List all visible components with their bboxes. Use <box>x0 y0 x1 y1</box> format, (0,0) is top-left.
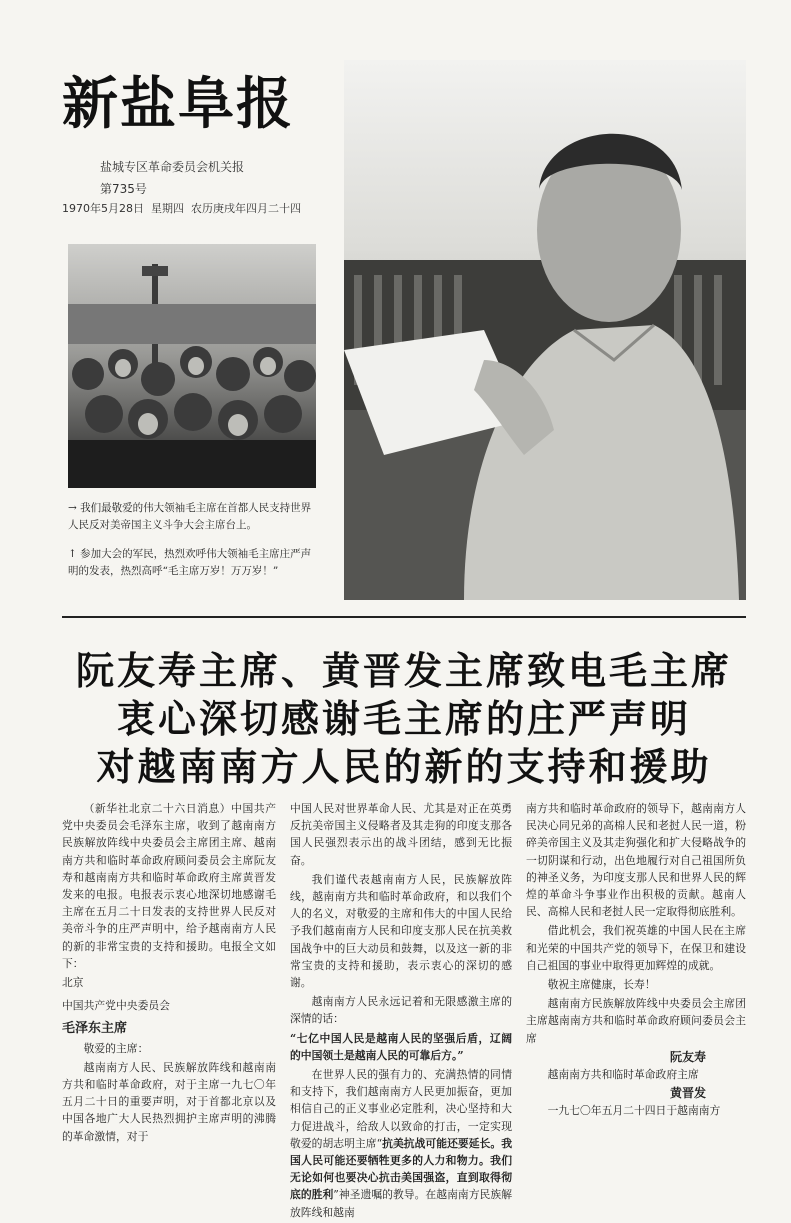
article-paragraph: （新华社北京二十六日消息）中国共产党中央委员会毛泽东主席，收到了越南南方民族解放阵线中央委员会主席团主席、越南南方共和临时革命政府顾问委员会主席阮友寿和越南南方共和临时革命政府主席黄晋发发来的电报。电报表示衷心地深切地感谢毛主席在五月二十日发表的支持世界人民反对美帝斗争的庄严声明中，给予越南南方人民的新的非常宝贵的支持和援助。电报全文如下： <box>62 802 276 970</box>
article-quote-inline: 抗美抗战可能还要延长。我国人民可能还要牺牲更多的人力和物力。我们无论如何也要决心抗击美国强盗，直到取得彻底的胜利 <box>290 1136 512 1202</box>
signatory-title-1: 越南南方民族解放阵线中央委员会主席团主席越南南方共和临时革命政府顾问委员会主席 <box>526 997 746 1045</box>
headline-line-3: 对越南南方人民的新的支持和援助 <box>96 744 712 789</box>
portrait-photo <box>344 60 746 600</box>
article-paragraph: 我们谨代表越南南方人民，民族解放阵线，越南南方共和临时革命政府，和以我们个人的名义，对敬爱的主席和伟大的中国人民给予我们越南南方人民和印度支那人民在抗美救国战争中的巨大动员和鼓舞，以及这一新的非常宝贵的支持和援助，表示衷心的深切的感谢。 <box>290 872 512 990</box>
date-line <box>62 200 301 216</box>
telegram-date: 一九七〇年五月二十四日于越南南方 <box>547 1104 721 1118</box>
date: 1970年5月28日 <box>62 202 144 215</box>
photo-caption-2: ↑ 参加大会的军民，热烈欢呼伟大领袖毛主席庄严声明的发表，热烈高呼“毛主席万岁！万万岁！” <box>68 548 312 577</box>
article-paragraph: 中国人民对世界革命人民、尤其是对正在英勇反抗美帝国主义侵略者及其走狗的印度支那各国人民强烈表示出的战斗团结，感到无比振奋。 <box>290 802 512 867</box>
headline-line-2: 衷心深切感谢毛主席的庄严声明 <box>116 696 691 741</box>
article-text: ”神圣遗嘱的教导。在越南南方民族解放阵线和越南 <box>290 1188 512 1219</box>
article-column-3 <box>526 800 746 1122</box>
article-text: 在世界人民的强有力的、充满热情的同情和支持下，我们越南南方人民更加振奋，更加相信自己的正义事业必定胜利，决心坚持和大力促进战斗，给敌人以致命的打击，一定实现敬爱的胡志明主席“ <box>290 1068 512 1150</box>
publisher-line: 盐城专区革命委员会机关报 <box>100 160 245 174</box>
article-paragraph <box>290 1066 512 1221</box>
headline-line-1: 阮友寿主席、黄晋发主席致电毛主席 <box>75 648 732 693</box>
crowd-photo-image <box>68 244 316 488</box>
portrait-photo-image <box>344 60 746 600</box>
issue-number: 第735号 <box>100 182 147 196</box>
article-addressee: 中国共产党中央委员会 <box>62 999 170 1013</box>
article-paragraph: 敬祝主席健康，长寿！ <box>547 978 656 992</box>
signatory-title-2: 越南南方共和临时革命政府主席 <box>547 1068 699 1082</box>
masthead-title: 新盐阜报 <box>62 72 294 137</box>
photo-caption-1: → 我们最敬爱的伟大领袖毛主席在首都人民支持世界人民反对美帝国主义斗争大会主席台上。 <box>68 502 312 531</box>
article-location: 北京 <box>62 976 84 990</box>
article-quote: “七亿中国人民是越南人民的坚强后盾，辽阔的中国领土是越南人民的可靠后方。” <box>290 1031 512 1062</box>
signatory-name-1: 阮友寿 <box>669 1049 706 1064</box>
article-paragraph: 越南南方人民、民族解放阵线和越南南方共和临时革命政府，对于主席一九七〇年五月二十日的重要声明，对于首都北京以及中国各地广大人民热烈拥护主席声明的沸腾的革命激情，对于 <box>62 1060 276 1143</box>
crowd-photo <box>68 244 316 488</box>
signatory-name-2: 黄晋发 <box>669 1086 706 1101</box>
weekday: 星期四 <box>151 202 184 215</box>
article-greeting: 敬爱的主席： <box>83 1041 149 1055</box>
article-column-1 <box>62 800 276 1147</box>
article-column-2 <box>290 800 512 1223</box>
article-recipient: 毛泽东主席 <box>62 1021 128 1037</box>
article-paragraph: 越南南方人民永远记着和无限感激主席的深情的话： <box>290 995 512 1026</box>
article-paragraph: 南方共和临时革命政府的领导下，越南南方人民决心同兄弟的高棉人民和老挝人民一道，粉碎美帝国主义及其走狗强化和扩大侵略战争的一切阴谋和行动，出色地履行对自己祖国所负的神圣义务，为印度支那人民和世界人民的辉煌的革命斗争事业作出积极的贡献。越南人民、高棉人民和老挝人民一定取得彻底胜利。 <box>526 802 746 919</box>
lunar-date: 农历庚戌年四月二十四 <box>191 202 301 215</box>
section-divider <box>62 616 746 618</box>
article-paragraph: 借此机会，我们祝英雄的中国人民在主席和光荣的中国共产党的领导下，在保卫和建设自己祖国的事业中取得更加辉煌的成就。 <box>526 924 746 972</box>
